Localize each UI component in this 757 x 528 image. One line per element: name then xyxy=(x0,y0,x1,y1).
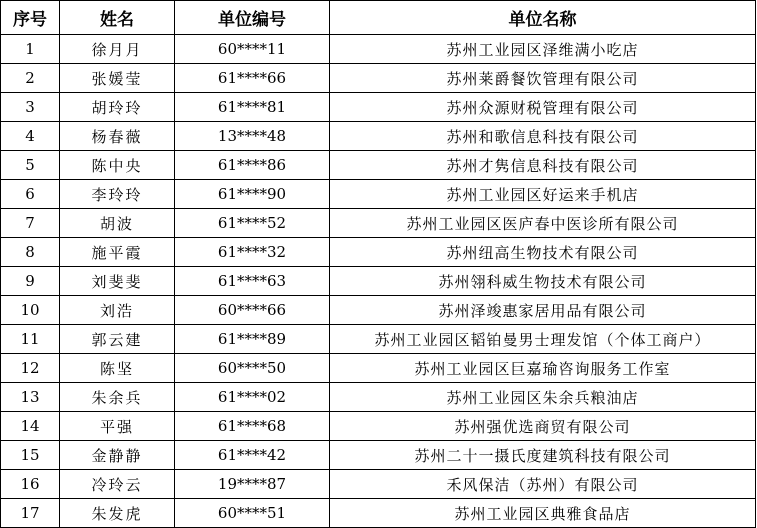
cell-unit-name: 苏州二十一摄氏度建筑科技有限公司 xyxy=(330,441,756,470)
table-row xyxy=(1,64,756,93)
cell-person-name: 胡玲玲 xyxy=(60,93,175,122)
header-unit-name: 单位名称 xyxy=(330,1,756,35)
cell-unit-name: 苏州强优选商贸有限公司 xyxy=(330,412,756,441)
cell-person-name: 金静静 xyxy=(60,441,175,470)
cell-unit-code: 61****42 xyxy=(175,441,330,470)
header-serial-number: 序号 xyxy=(1,1,60,35)
table-row xyxy=(1,267,756,296)
cell-person-name: 李玲玲 xyxy=(60,180,175,209)
cell-serial-number: 17 xyxy=(1,499,60,528)
cell-unit-name: 苏州工业园区典雅食品店 xyxy=(330,499,756,528)
cell-unit-name: 苏州众源财税管理有限公司 xyxy=(330,93,756,122)
cell-serial-number: 11 xyxy=(1,325,60,354)
cell-unit-code: 60****11 xyxy=(175,35,330,64)
cell-serial-number: 5 xyxy=(1,151,60,180)
cell-unit-name: 苏州工业园区泽维满小吃店 xyxy=(330,35,756,64)
table-row xyxy=(1,180,756,209)
table-row xyxy=(1,441,756,470)
cell-unit-code: 19****87 xyxy=(175,470,330,499)
cell-person-name: 徐月月 xyxy=(60,35,175,64)
table-row xyxy=(1,354,756,383)
table-header-row xyxy=(1,1,756,35)
cell-unit-code: 61****89 xyxy=(175,325,330,354)
cell-unit-name: 苏州工业园区韬铂曼男士理发馆（个体工商户） xyxy=(330,325,756,354)
cell-unit-code: 61****52 xyxy=(175,209,330,238)
cell-unit-code: 61****66 xyxy=(175,64,330,93)
cell-serial-number: 1 xyxy=(1,35,60,64)
cell-serial-number: 14 xyxy=(1,412,60,441)
cell-unit-code: 61****63 xyxy=(175,267,330,296)
cell-unit-code: 61****32 xyxy=(175,238,330,267)
cell-unit-name: 苏州工业园区巨嘉瑜咨询服务工作室 xyxy=(330,354,756,383)
cell-person-name: 陈中央 xyxy=(60,151,175,180)
header-name: 姓名 xyxy=(60,1,175,35)
cell-unit-name: 苏州工业园区好运来手机店 xyxy=(330,180,756,209)
cell-serial-number: 2 xyxy=(1,64,60,93)
cell-serial-number: 9 xyxy=(1,267,60,296)
cell-unit-code: 61****90 xyxy=(175,180,330,209)
cell-person-name: 郭云建 xyxy=(60,325,175,354)
cell-unit-name: 禾风保洁（苏州）有限公司 xyxy=(330,470,756,499)
cell-person-name: 平强 xyxy=(60,412,175,441)
cell-unit-code: 61****81 xyxy=(175,93,330,122)
cell-person-name: 刘浩 xyxy=(60,296,175,325)
header-unit-code: 单位编号 xyxy=(175,1,330,35)
table-row xyxy=(1,238,756,267)
cell-unit-code: 60****50 xyxy=(175,354,330,383)
table-row xyxy=(1,499,756,528)
table-row xyxy=(1,325,756,354)
cell-unit-code: 60****66 xyxy=(175,296,330,325)
table-row xyxy=(1,383,756,412)
cell-unit-code: 13****48 xyxy=(175,122,330,151)
cell-unit-name: 苏州莱爵餐饮管理有限公司 xyxy=(330,64,756,93)
cell-unit-code: 61****02 xyxy=(175,383,330,412)
cell-unit-name: 苏州和歌信息科技有限公司 xyxy=(330,122,756,151)
cell-person-name: 张媛莹 xyxy=(60,64,175,93)
cell-unit-name: 苏州工业园区朱余兵粮油店 xyxy=(330,383,756,412)
table-row xyxy=(1,93,756,122)
cell-unit-code: 61****86 xyxy=(175,151,330,180)
cell-unit-name: 苏州纽高生物技术有限公司 xyxy=(330,238,756,267)
cell-serial-number: 16 xyxy=(1,470,60,499)
cell-serial-number: 6 xyxy=(1,180,60,209)
cell-unit-code: 61****68 xyxy=(175,412,330,441)
cell-serial-number: 8 xyxy=(1,238,60,267)
table-row xyxy=(1,151,756,180)
cell-person-name: 冷玲云 xyxy=(60,470,175,499)
cell-unit-name: 苏州才隽信息科技有限公司 xyxy=(330,151,756,180)
cell-person-name: 陈坚 xyxy=(60,354,175,383)
table-row xyxy=(1,35,756,64)
cell-unit-name: 苏州泽竣惠家居用品有限公司 xyxy=(330,296,756,325)
cell-person-name: 杨春薇 xyxy=(60,122,175,151)
cell-serial-number: 13 xyxy=(1,383,60,412)
cell-person-name: 刘斐斐 xyxy=(60,267,175,296)
cell-serial-number: 3 xyxy=(1,93,60,122)
cell-person-name: 胡波 xyxy=(60,209,175,238)
cell-serial-number: 10 xyxy=(1,296,60,325)
cell-unit-code: 60****51 xyxy=(175,499,330,528)
table-body xyxy=(1,35,756,528)
table-row xyxy=(1,296,756,325)
cell-serial-number: 15 xyxy=(1,441,60,470)
cell-unit-name: 苏州工业园区医庐春中医诊所有限公司 xyxy=(330,209,756,238)
cell-person-name: 朱发虎 xyxy=(60,499,175,528)
table-row xyxy=(1,122,756,151)
cell-serial-number: 7 xyxy=(1,209,60,238)
table-row xyxy=(1,412,756,441)
table-row xyxy=(1,470,756,499)
cell-person-name: 施平霞 xyxy=(60,238,175,267)
cell-unit-name: 苏州翎科威生物技术有限公司 xyxy=(330,267,756,296)
cell-person-name: 朱余兵 xyxy=(60,383,175,412)
cell-serial-number: 12 xyxy=(1,354,60,383)
table-row xyxy=(1,209,756,238)
cell-serial-number: 4 xyxy=(1,122,60,151)
